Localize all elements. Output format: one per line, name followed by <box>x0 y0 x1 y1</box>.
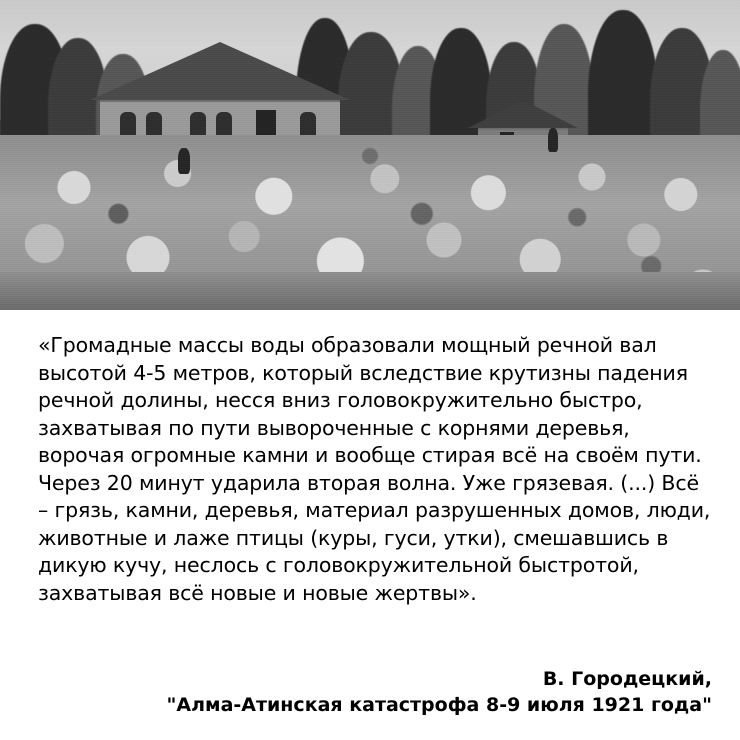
quote-block <box>0 310 740 740</box>
attribution-source: "Алма-Атинская катастрофа 8-9 июля 1921 года" <box>166 694 712 716</box>
secondary-building-roof <box>468 100 578 128</box>
building-roof <box>90 42 350 100</box>
quote-text: «Громадные массы воды образовали мощный речной вал высотой 4-5 метров, который вследствие крутизны падения речной долины, несся вниз головокружительно быстро, захватывая по пути вывороченные с корнями деревья, ворочая огромные камни и вообще стирая всё на своём пути. Через 20 минут ударила вторая волна. Уже грязевая. (...) Всё – грязь, камни, деревья, материал разрушенных домов, люди, животные и лаже птицы (куры, гуси, утки), смешавшись в дикую кучу, неслось с головокружительной быстротой, захватывая всё новые и новые жертвы». <box>38 333 711 605</box>
attribution <box>167 666 712 718</box>
tree-icon <box>588 10 658 150</box>
foreground-ground <box>0 272 740 310</box>
attribution-author: В. Городецкий, <box>542 668 712 690</box>
person-figure <box>178 148 190 174</box>
historic-flood-photo <box>0 0 740 310</box>
person-figure <box>548 128 558 152</box>
